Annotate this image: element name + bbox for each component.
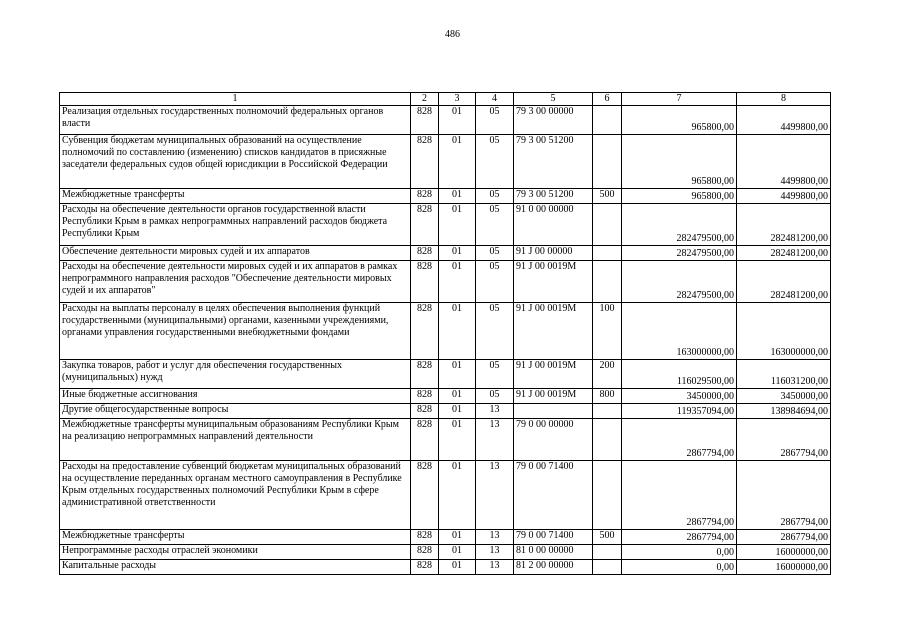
- amount-year-2: 16000000,00: [737, 545, 831, 560]
- grbs-code: 828: [411, 461, 439, 530]
- section-code: 01: [439, 404, 476, 419]
- column-number: 4: [476, 93, 514, 106]
- section-code: 01: [439, 204, 476, 246]
- grbs-code: 828: [411, 419, 439, 461]
- line-item-name: Капитальные расходы: [60, 560, 411, 575]
- line-item-name: Обеспечение деятельности мировых судей и их аппаратов: [60, 246, 411, 261]
- target-article-code: 79 0 00 00000: [514, 419, 593, 461]
- column-number: 8: [737, 93, 831, 106]
- expense-type-code: [593, 204, 622, 246]
- section-code: 01: [439, 189, 476, 204]
- column-number-row: [60, 93, 831, 106]
- target-article-code: 81 2 00 00000: [514, 560, 593, 575]
- line-item-name: Реализация отдельных государственных полномочий федеральных органов власти: [60, 106, 411, 135]
- grbs-code: 828: [411, 389, 439, 404]
- amount-year-1: 282479500,00: [622, 261, 737, 303]
- section-code: 01: [439, 389, 476, 404]
- subsection-code: 05: [476, 360, 514, 389]
- subsection-code: 13: [476, 461, 514, 530]
- amount-year-1: 0,00: [622, 545, 737, 560]
- expense-type-code: [593, 261, 622, 303]
- column-number: 5: [514, 93, 593, 106]
- column-number: 7: [622, 93, 737, 106]
- table-row: [60, 135, 831, 189]
- subsection-code: 13: [476, 560, 514, 575]
- amount-year-1: 282479500,00: [622, 204, 737, 246]
- amount-year-2: 4499800,00: [737, 189, 831, 204]
- section-code: 01: [439, 560, 476, 575]
- amount-year-1: 116029500,00: [622, 360, 737, 389]
- section-code: 01: [439, 360, 476, 389]
- table-row: [60, 360, 831, 389]
- column-number: 2: [411, 93, 439, 106]
- section-code: 01: [439, 303, 476, 360]
- target-article-code: 79 3 00 51200: [514, 189, 593, 204]
- target-article-code: 79 0 00 71400: [514, 461, 593, 530]
- table-row: [60, 106, 831, 135]
- line-item-name: Другие общегосударственные вопросы: [60, 404, 411, 419]
- expense-type-code: [593, 419, 622, 461]
- section-code: 01: [439, 419, 476, 461]
- target-article-code: 91 0 00 00000: [514, 204, 593, 246]
- amount-year-1: 119357094,00: [622, 404, 737, 419]
- amount-year-1: 2867794,00: [622, 419, 737, 461]
- section-code: 01: [439, 261, 476, 303]
- amount-year-2: 282481200,00: [737, 261, 831, 303]
- amount-year-2: 116031200,00: [737, 360, 831, 389]
- expense-type-code: [593, 461, 622, 530]
- section-code: 01: [439, 135, 476, 189]
- subsection-code: 05: [476, 303, 514, 360]
- amount-year-1: 0,00: [622, 560, 737, 575]
- line-item-name: Расходы на предоставление субвенций бюджетам муниципальных образований на осуществление переданных органам местного самоуправления в Республике Крым отдельных государственных полномочий Республики Крым в сфере административной ответственности: [60, 461, 411, 530]
- subsection-code: 13: [476, 419, 514, 461]
- expense-type-code: [593, 135, 622, 189]
- table-row: [60, 404, 831, 419]
- amount-year-2: 2867794,00: [737, 530, 831, 545]
- expense-type-code: 200: [593, 360, 622, 389]
- subsection-code: 13: [476, 530, 514, 545]
- amount-year-2: 282481200,00: [737, 204, 831, 246]
- amount-year-1: 3450000,00: [622, 389, 737, 404]
- expense-type-code: 500: [593, 189, 622, 204]
- line-item-name: Межбюджетные трансферты муниципальным образованиям Республики Крым на реализацию непрограммных направлений деятельности: [60, 419, 411, 461]
- line-item-name: Закупка товаров, работ и услуг для обеспечения государственных (муниципальных) нужд: [60, 360, 411, 389]
- subsection-code: 05: [476, 135, 514, 189]
- section-code: 01: [439, 461, 476, 530]
- amount-year-1: 2867794,00: [622, 461, 737, 530]
- amount-year-2: 282481200,00: [737, 246, 831, 261]
- target-article-code: 91 J 00 0019M: [514, 360, 593, 389]
- subsection-code: 05: [476, 106, 514, 135]
- amount-year-2: 138984694,00: [737, 404, 831, 419]
- target-article-code: 91 J 00 0019M: [514, 261, 593, 303]
- section-code: 01: [439, 106, 476, 135]
- grbs-code: 828: [411, 204, 439, 246]
- line-item-name: Расходы на обеспечение деятельности мировых судей и их аппаратов в рамках непрограммного направления расходов "Обеспечение деятельности мировых судей и их аппаратов": [60, 261, 411, 303]
- table-row: [60, 389, 831, 404]
- expense-type-code: 800: [593, 389, 622, 404]
- amount-year-2: 2867794,00: [737, 461, 831, 530]
- subsection-code: 13: [476, 545, 514, 560]
- grbs-code: 828: [411, 189, 439, 204]
- amount-year-1: 2867794,00: [622, 530, 737, 545]
- target-article-code: 91 J 00 0019M: [514, 303, 593, 360]
- subsection-code: 13: [476, 404, 514, 419]
- target-article-code: 79 0 00 71400: [514, 530, 593, 545]
- subsection-code: 05: [476, 261, 514, 303]
- table-row: [60, 545, 831, 560]
- table-row: [60, 189, 831, 204]
- grbs-code: 828: [411, 560, 439, 575]
- amount-year-2: 4499800,00: [737, 135, 831, 189]
- section-code: 01: [439, 530, 476, 545]
- table-row: [60, 303, 831, 360]
- column-number: 3: [439, 93, 476, 106]
- grbs-code: 828: [411, 261, 439, 303]
- target-article-code: 81 0 00 00000: [514, 545, 593, 560]
- amount-year-1: 965800,00: [622, 135, 737, 189]
- target-article-code: 79 3 00 00000: [514, 106, 593, 135]
- table-row: [60, 246, 831, 261]
- line-item-name: Межбюджетные трансферты: [60, 530, 411, 545]
- subsection-code: 05: [476, 389, 514, 404]
- line-item-name: Субвенция бюджетам муниципальных образований на осуществление полномочий по составлению (изменению) списков кандидатов в присяжные заседатели федеральных судов общей юрисдикции в Российской Федерации: [60, 135, 411, 189]
- expense-type-code: 100: [593, 303, 622, 360]
- amount-year-2: 163000000,00: [737, 303, 831, 360]
- line-item-name: Непрограммные расходы отраслей экономики: [60, 545, 411, 560]
- amount-year-2: 2867794,00: [737, 419, 831, 461]
- target-article-code: 91 J 00 0019M: [514, 389, 593, 404]
- amount-year-1: 282479500,00: [622, 246, 737, 261]
- table-row: [60, 530, 831, 545]
- column-number: 1: [60, 93, 411, 106]
- amount-year-1: 965800,00: [622, 189, 737, 204]
- page-number: 486: [445, 29, 460, 40]
- amount-year-2: 16000000,00: [737, 560, 831, 575]
- grbs-code: 828: [411, 530, 439, 545]
- line-item-name: Расходы на обеспечение деятельности органов государственной власти Республики Крым в рамках непрограммных направлений расходов бюджета Республики Крым: [60, 204, 411, 246]
- expense-type-code: 500: [593, 530, 622, 545]
- table-row: [60, 461, 831, 530]
- table-row: [60, 419, 831, 461]
- grbs-code: 828: [411, 135, 439, 189]
- grbs-code: 828: [411, 246, 439, 261]
- line-item-name: Межбюджетные трансферты: [60, 189, 411, 204]
- expense-type-code: [593, 560, 622, 575]
- subsection-code: 05: [476, 246, 514, 261]
- amount-year-1: 965800,00: [622, 106, 737, 135]
- expense-type-code: [593, 545, 622, 560]
- table-row: [60, 560, 831, 575]
- expense-type-code: [593, 246, 622, 261]
- grbs-code: 828: [411, 360, 439, 389]
- budget-table: [59, 92, 831, 575]
- amount-year-2: 3450000,00: [737, 389, 831, 404]
- line-item-name: Иные бюджетные ассигнования: [60, 389, 411, 404]
- grbs-code: 828: [411, 303, 439, 360]
- section-code: 01: [439, 246, 476, 261]
- expense-type-code: [593, 106, 622, 135]
- section-code: 01: [439, 545, 476, 560]
- grbs-code: 828: [411, 404, 439, 419]
- column-number: 6: [593, 93, 622, 106]
- table-row: [60, 261, 831, 303]
- subsection-code: 05: [476, 204, 514, 246]
- target-article-code: [514, 404, 593, 419]
- amount-year-2: 4499800,00: [737, 106, 831, 135]
- amount-year-1: 163000000,00: [622, 303, 737, 360]
- expense-type-code: [593, 404, 622, 419]
- table-row: [60, 204, 831, 246]
- grbs-code: 828: [411, 106, 439, 135]
- grbs-code: 828: [411, 545, 439, 560]
- target-article-code: 91 J 00 00000: [514, 246, 593, 261]
- line-item-name: Расходы на выплаты персоналу в целях обеспечения выполнения функций государственными (муниципальными) органами, казенными учреждениями, органами управления государственными внебюджетными фондами: [60, 303, 411, 360]
- subsection-code: 05: [476, 189, 514, 204]
- target-article-code: 79 3 00 51200: [514, 135, 593, 189]
